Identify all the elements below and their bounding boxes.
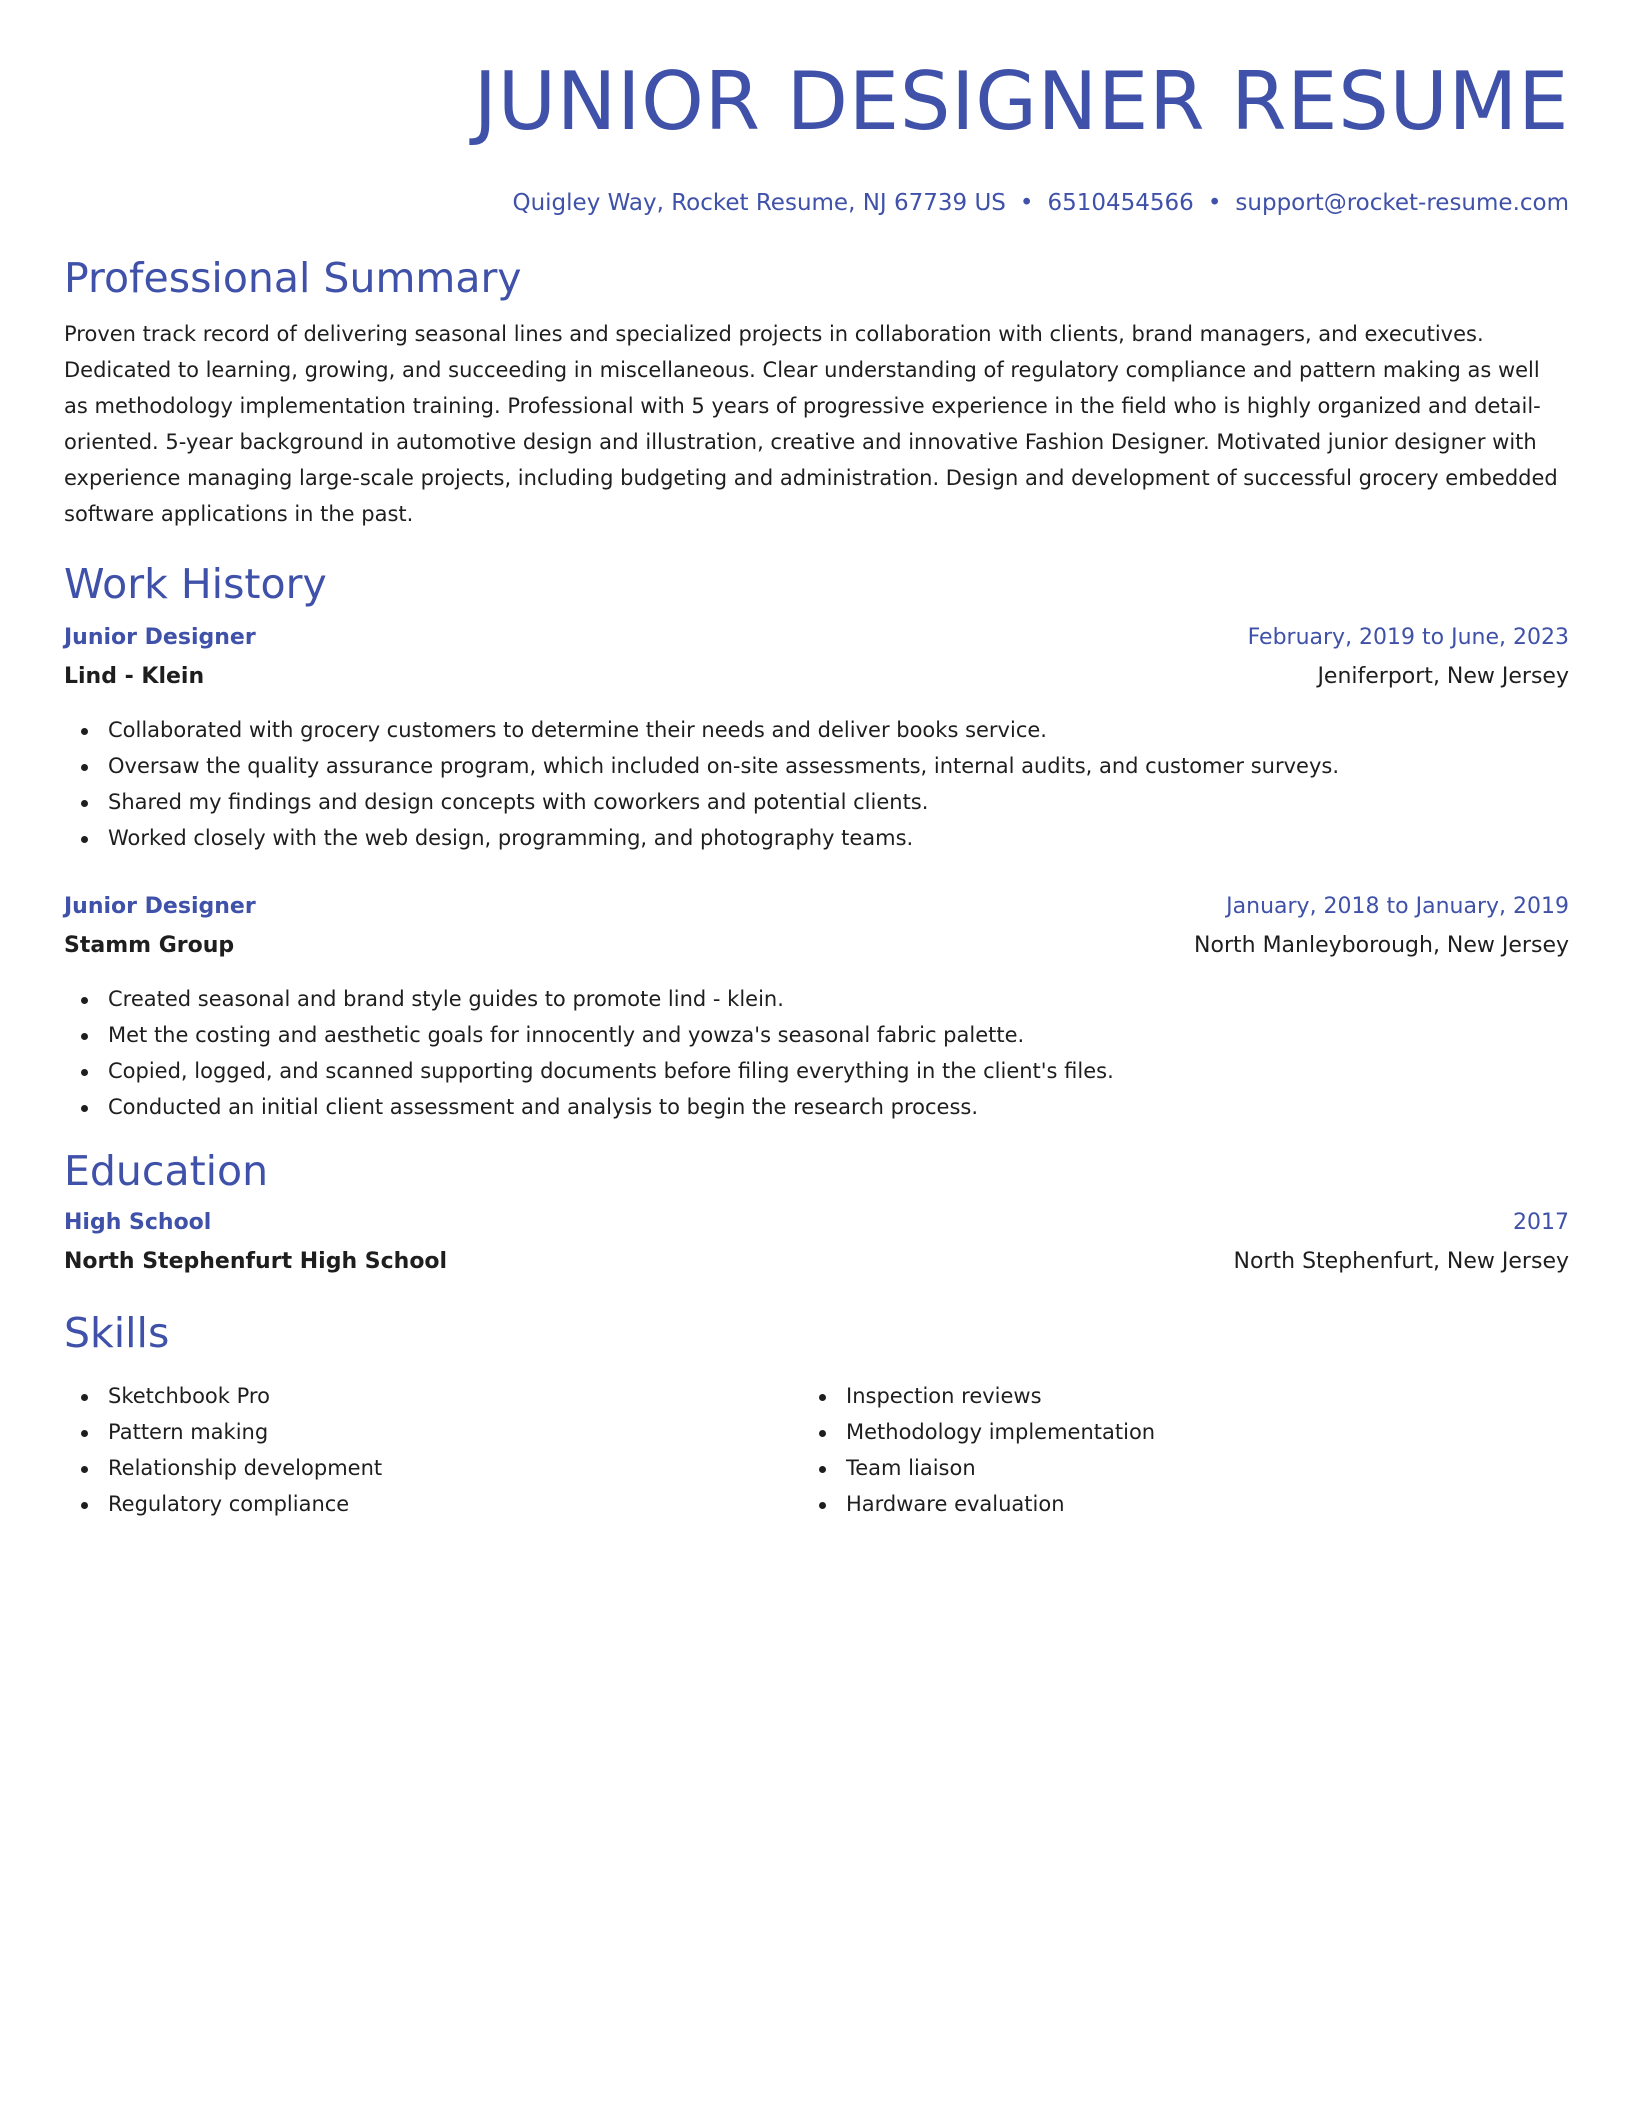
job-location: North Manleyborough, New Jersey: [1194, 933, 1569, 958]
contact-phone: 6510454566: [1047, 190, 1194, 216]
list-item: Met the costing and aesthetic goals for innocently and yowza's seasonal fabric palette.: [64, 1017, 1569, 1053]
list-item: Worked closely with the web design, programming, and photography teams.: [64, 820, 1569, 856]
education-school-row: [64, 1247, 1569, 1277]
job-entry: [64, 892, 1569, 1125]
list-item: Copied, logged, and scanned supporting documents before filing everything in the client's files.: [64, 1053, 1569, 1089]
education-section: [64, 1146, 1569, 1277]
job-bullets: [64, 981, 1569, 1125]
skill-item: Inspection reviews: [802, 1378, 1540, 1414]
skill-item: Pattern making: [64, 1414, 802, 1450]
skill-item: Sketchbook Pro: [64, 1378, 802, 1414]
skill-item: Regulatory compliance: [64, 1486, 802, 1522]
section-heading-skills: Skills: [64, 1309, 170, 1357]
contact-line: [64, 188, 1569, 218]
skills-column-right: [802, 1378, 1540, 1522]
skill-item: Relationship development: [64, 1450, 802, 1486]
list-item: Collaborated with grocery customers to determine their needs and deliver books service.: [64, 712, 1569, 748]
education-entry: [64, 1208, 1569, 1277]
list-item: Oversaw the quality assurance program, which included on-site assessments, internal audits, and customer surveys.: [64, 748, 1569, 784]
job-employer: Stamm Group: [64, 933, 235, 958]
job-dates: February, 2019 to June, 2023: [1247, 625, 1569, 650]
summary-section: [64, 253, 1569, 532]
job-employer-row: [64, 931, 1569, 961]
job-bullets: [64, 712, 1569, 856]
job-header-row: [64, 892, 1569, 922]
list-item: Shared my findings and design concepts with coworkers and potential clients.: [64, 784, 1569, 820]
job-entry: [64, 623, 1569, 856]
skill-item: Hardware evaluation: [802, 1486, 1540, 1522]
contact-separator: •: [1207, 190, 1222, 216]
job-title: Junior Designer: [64, 625, 256, 650]
contact-separator: •: [1019, 190, 1034, 216]
education-school: North Stephenfurt High School: [64, 1249, 448, 1274]
resume-title: JUNIOR DESIGNER RESUME: [473, 55, 1569, 148]
education-location: North Stephenfurt, New Jersey: [1233, 1249, 1569, 1274]
job-employer: Lind - Klein: [64, 664, 205, 689]
job-title: Junior Designer: [64, 894, 256, 919]
skill-item: Team liaison: [802, 1450, 1540, 1486]
skills-list: [64, 1378, 802, 1522]
job-dates: January, 2018 to January, 2019: [1226, 894, 1569, 919]
section-heading-summary: Professional Summary: [64, 254, 522, 302]
education-year: 2017: [1513, 1210, 1569, 1235]
section-heading-work-history: Work History: [64, 560, 327, 608]
education-header-row: [64, 1208, 1569, 1238]
job-header-row: [64, 623, 1569, 653]
job-location: Jeniferport, New Jersey: [1317, 664, 1569, 689]
skills-column-left: [64, 1378, 802, 1522]
skill-item: Methodology implementation: [802, 1414, 1540, 1450]
skills-columns: [64, 1378, 1569, 1522]
section-heading-education: Education: [64, 1147, 269, 1195]
education-degree: High School: [64, 1210, 212, 1235]
job-employer-row: [64, 662, 1569, 692]
skills-section: [64, 1308, 1569, 1522]
list-item: Conducted an initial client assessment and analysis to begin the research process.: [64, 1089, 1569, 1125]
skills-list: [802, 1378, 1540, 1522]
contact-address: Quigley Way, Rocket Resume, NJ 67739 US: [512, 190, 1006, 216]
resume-header: [64, 54, 1569, 218]
contact-email[interactable]: support@rocket-resume.com: [1235, 190, 1569, 216]
work-history-section: [64, 559, 1569, 1125]
summary-text: Proven track record of delivering seasonal lines and specialized projects in collaboration with clients, brand managers, and executives. Dedicated to learning, growing, and succeeding in miscellaneous. Clear understanding of regulatory compliance and pattern making as well as methodology implementation training. Professional with 5 years of progressive experience in the field who is highly organized and detail-oriented. 5-year background in automotive design and illustration, creative and innovative Fashion Designer. Motivated junior designer with experience managing large-scale projects, including budgeting and administration. Design and development of successful grocery embedded software applications in the past.: [64, 322, 1558, 526]
list-item: Created seasonal and brand style guides to promote lind - klein.: [64, 981, 1569, 1017]
